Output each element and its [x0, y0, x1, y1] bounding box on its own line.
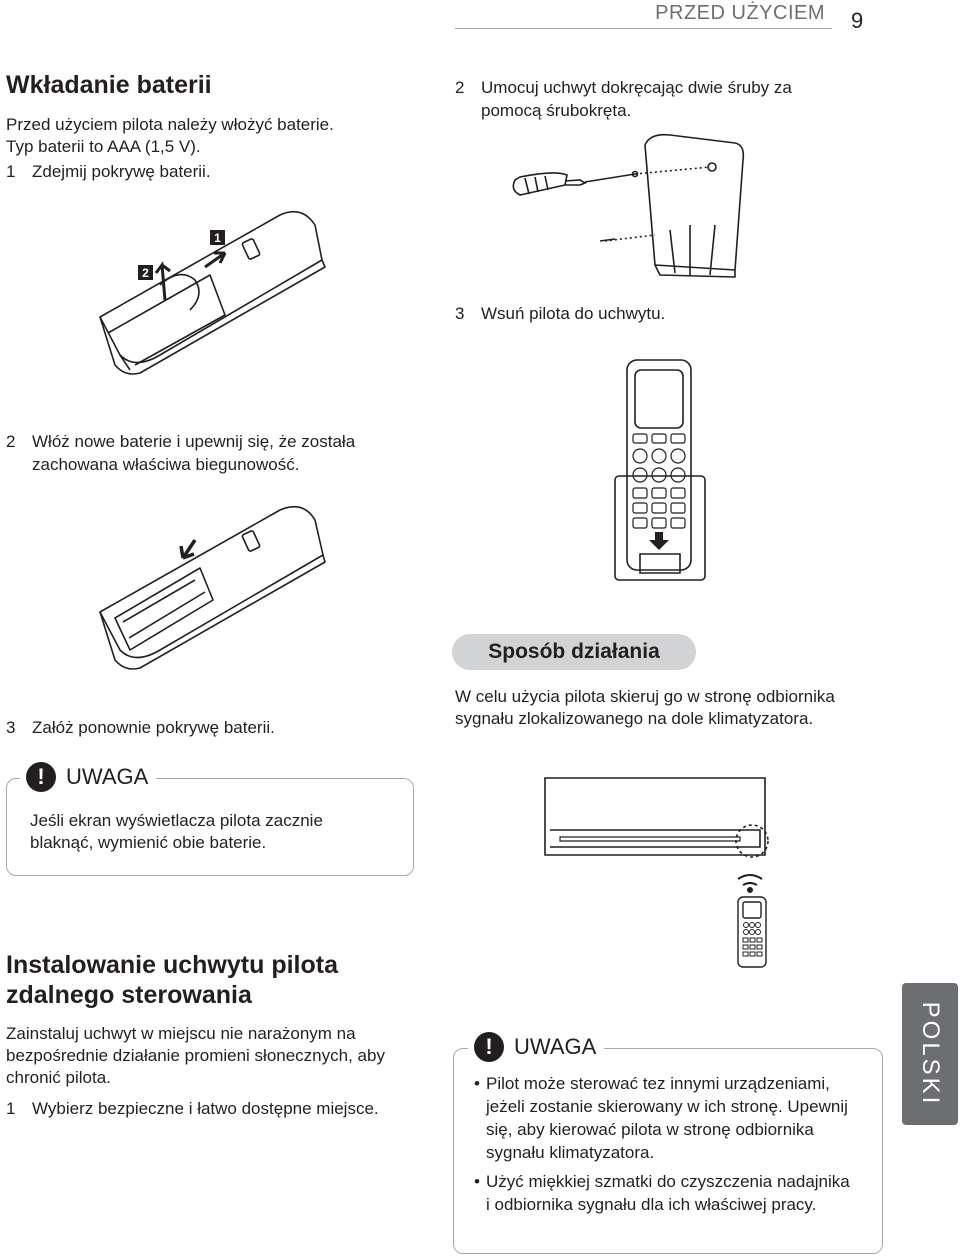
step-text: Umocuj uchwyt dokręcając dwie śruby za pomocą śrubokręta. [481, 78, 792, 120]
battery-step-1 [6, 160, 426, 183]
operation-section-title: Sposób działania [452, 634, 696, 670]
step-number: 3 [455, 304, 465, 323]
step-number: 1 [6, 162, 16, 181]
step-number: 1 [6, 1099, 16, 1118]
operation-text: W celu użycia pilota skieruj go w stronę odbiornika sygnału zlokalizowanego na dole klimatyzatora. [455, 687, 835, 728]
screwdriver-icon [513, 173, 635, 195]
step-text: Zdejmij pokrywę baterii. [32, 162, 211, 181]
language-tab [902, 983, 958, 1125]
insert-batteries-figure [95, 500, 330, 680]
step-text: Wybierz bezpieczne i łatwo dostępne miejsce. [32, 1099, 379, 1118]
step-number: 3 [6, 718, 16, 737]
caution-text-1: Jeśli ekran wyświetlacza pilota zacznie blaknąć, wymienić obie baterie. [30, 811, 323, 852]
caution-label: UWAGA [514, 1034, 597, 1059]
caution-label: UWAGA [66, 764, 149, 789]
caution-bullet: • Użyć miękkiej szmatki do czyszczenia nadajnika i odbiornika sygnału dla ich właściwej pracy. [474, 1170, 854, 1216]
language-tab-label: POLSKI [917, 1001, 944, 1107]
warning-icon: ! [26, 762, 56, 792]
page-number: 9 [851, 8, 864, 33]
ac-unit-figure [540, 775, 775, 970]
wifi-signal-icon [738, 875, 762, 892]
holder-step-3 [455, 302, 855, 325]
remove-cover-figure [90, 205, 330, 380]
battery-section-title: Wkładanie baterii [6, 71, 212, 99]
step-text: Wsuń pilota do uchwytu. [481, 304, 666, 323]
holder-step-1 [6, 1097, 426, 1120]
step-number: 2 [455, 78, 465, 97]
step-text: Załóż ponownie pokrywę baterii. [32, 718, 275, 737]
caution-bullets-2 [474, 1072, 854, 1222]
step-text: Włóż nowe baterie i upewnij się, że została zachowana właściwa biegunowość. [32, 432, 356, 474]
battery-intro [6, 114, 426, 158]
warning-icon: ! [474, 1032, 504, 1062]
figure-label-2: 2 [142, 266, 149, 280]
caution-header-2 [468, 1032, 604, 1062]
holder-mounting-figure [505, 125, 755, 285]
arrow-down-icon [649, 532, 669, 550]
battery-step-2 [6, 430, 406, 476]
figure-label-1: 1 [214, 231, 221, 245]
header-title: PRZED UŻYCIEM [655, 2, 825, 24]
caution-bullet: • Pilot może sterować tez innymi urządzeniami, jeżeli zostanie skierowany w ich stronę. Upewnij się, aby kierować pilota w stronę odbiornika sygnału klimatyzatora. [474, 1072, 854, 1164]
battery-intro-line-1: Przed użyciem pilota należy włożyć baterie. [6, 115, 334, 134]
remote-in-holder-figure [615, 358, 705, 580]
arrow-down-icon [181, 540, 195, 558]
step-number: 2 [6, 432, 16, 451]
battery-step-3 [6, 716, 406, 739]
header-rule [455, 28, 832, 29]
holder-intro: Zainstaluj uchwyt w miejscu nie narażonym na bezpośrednie działanie promieni słonecznych, aby chronić pilota. [6, 1024, 385, 1087]
battery-intro-line-2: Typ baterii to AAA (1,5 V). [6, 137, 201, 156]
holder-section-title: Instalowanie uchwytu pilota zdalnego sterowania [6, 951, 338, 1009]
caution-header-1 [20, 762, 156, 792]
holder-step-2 [455, 76, 855, 122]
